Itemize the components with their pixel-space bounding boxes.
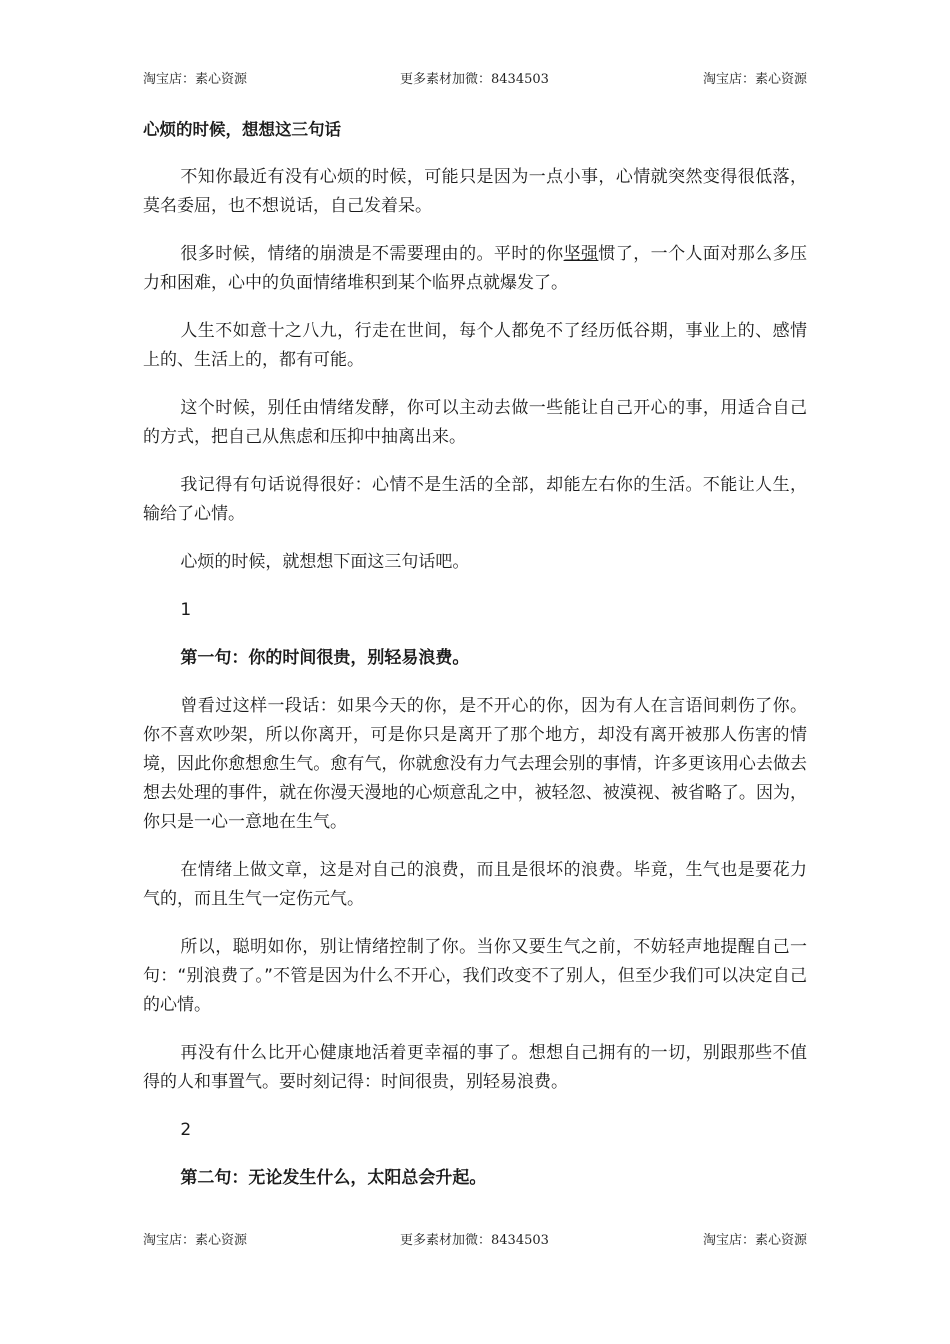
paragraph-3: 人生不如意十之八九，行走在世间，每个人都免不了经历低谷期，事业上的、感情上的、生活上的，都有可能。	[143, 321, 807, 370]
section-heading-1: 第一句：你的时间很贵，别轻易浪费。	[180, 648, 470, 668]
footer-left-text: 淘宝店：素心资源	[143, 1233, 248, 1248]
footer-center-text: 更多素材加微：8434503	[400, 1233, 549, 1248]
header-left-text: 淘宝店：素心资源	[143, 72, 248, 87]
paragraph-9: 所以，聪明如你，别让情绪控制了你。当你又要生气之前，不妨轻声地提醒自己一句：“别浪费了。”不管是因为什么不开心，我们改变不了别人，但至少我们可以决定自己的心情。	[143, 937, 807, 1015]
section-heading-2: 第二句：无论发生什么，太阳总会升起。	[180, 1168, 487, 1188]
page-footer	[143, 1229, 807, 1249]
header-center-text: 更多素材加微：8434503	[400, 72, 549, 87]
paragraph-5: 我记得有句话说得很好：心情不是生活的全部，却能左右你的生活。不能让人生，输给了心情。	[143, 475, 807, 524]
page-header	[143, 68, 807, 88]
paragraph-4: 这个时候，别任由情绪发酵，你可以主动去做一些能让自己开心的事，用适合自己的方式，把自己从焦虑和压抑中抽离出来。	[143, 398, 807, 447]
article-body	[143, 116, 807, 1212]
section-number-1: 1	[180, 600, 192, 620]
paragraph-2-part-b: 惯了，一个人面对那么多压力和困难，心中的负面情绪堆积到某个临界点就爆发了。	[143, 244, 808, 293]
paragraph-6: 心烦的时候，就想想下面这三句话吧。	[180, 552, 470, 572]
paragraph-7: 曾看过这样一段话：如果今天的你，是不开心的你，因为有人在言语间刺伤了你。你不喜欢吵架，所以你离开，可是你只是离开了那个地方，却没有离开被那人伤害的情境，因此你愈想愈生气。愈有气，你就愈没有力气去理会别的事情，许多更该用心去做去想去处理的事件，就在你漫天漫地的心烦意乱之中，被轻忽、被漠视、被省略了。因为，你只是一心一意地在生气。	[143, 696, 807, 832]
paragraph-2-part-a: 很多时候，情绪的崩溃是不需要理由的。平时的你	[180, 244, 564, 264]
article-title: 心烦的时候，想想这三句话	[143, 120, 341, 139]
paragraph-2	[143, 240, 807, 298]
paragraph-8: 在情绪上做文章，这是对自己的浪费，而且是很坏的浪费。毕竟，生气也是要花力气的，而且生气一定伤元气。	[143, 860, 807, 909]
paragraph-1: 不知你最近有没有心烦的时候，可能只是因为一点小事，心情就突然变得很低落，莫名委屈，也不想说话，自己发着呆。	[143, 167, 807, 216]
paragraph-10: 再没有什么比开心健康地活着更幸福的事了。想想自己拥有的一切，别跟那些不值得的人和事置气。要时刻记得：时间很贵，别轻易浪费。	[143, 1043, 807, 1092]
header-right-text: 淘宝店：素心资源	[702, 72, 807, 87]
footer-right-text: 淘宝店：素心资源	[702, 1233, 807, 1248]
section-number-2: 2	[180, 1120, 192, 1140]
underlined-word: 坚强	[563, 244, 599, 264]
